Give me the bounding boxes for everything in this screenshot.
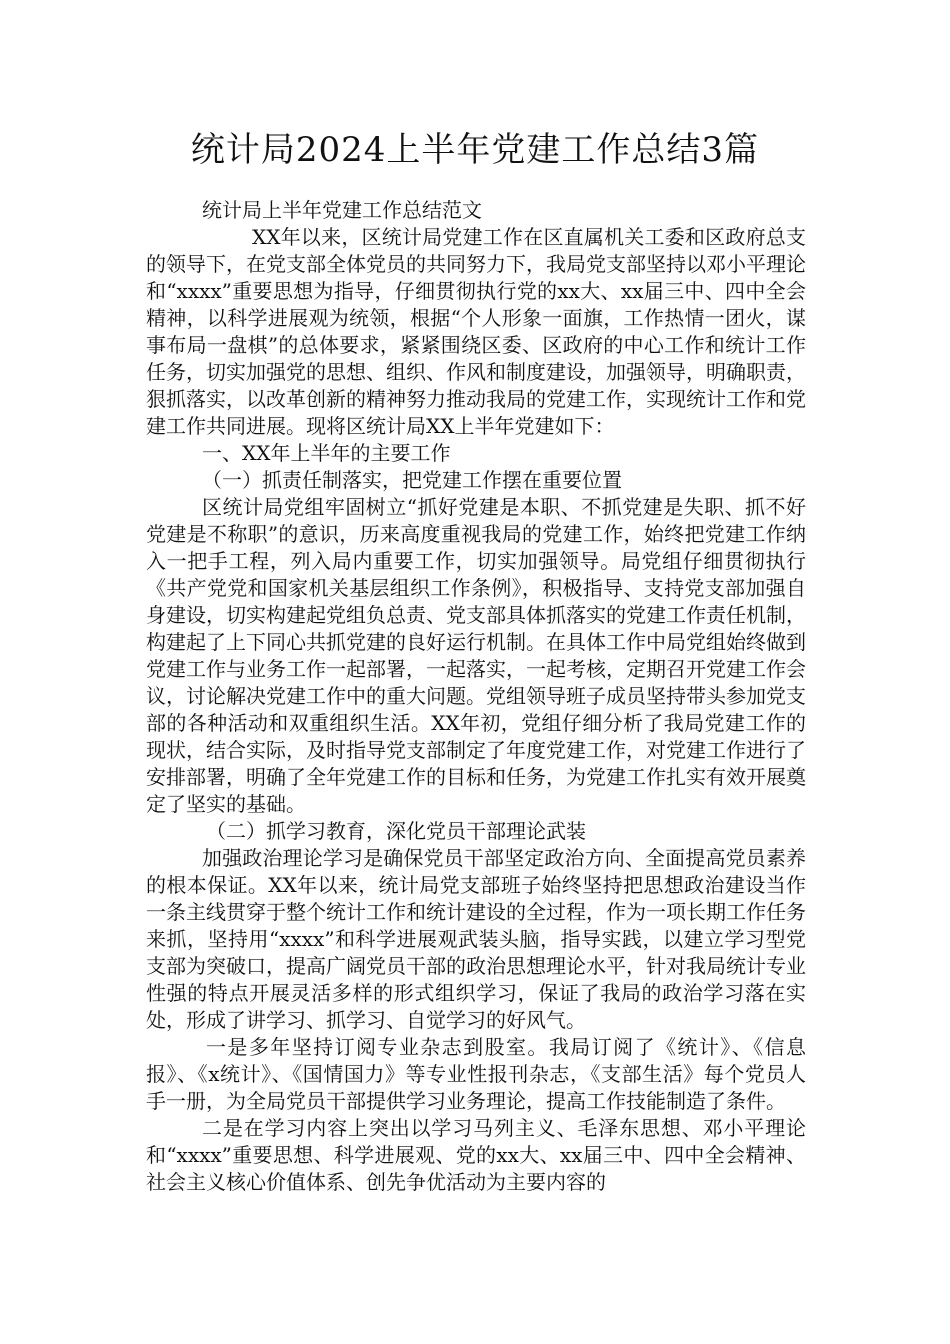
paragraph-responsibility: 区统计局党组牢固树立“抓好党建是本职、不抓党建是失职、抓不好党建是不称职”的意识，历来高度重视我局的党建工作，始终把党建工作纳入一把手工程，列入局内重要工作，切实加强领导。局党组仔细贯彻执行《共产党党和国家机关基层组织工作条例》，积极指导、支持党支部加强自身建设，切实构建起党组负总责、党支部具体抓落实的党建工作责任机制，构建起了上下同心共抓党建的良好运行机制。在具体工作中局党组始终做到党建工作与业务工作一起部署，一起落实，一起考核，定期召开党建工作会议，讨论解决党建工作中的重大问题。党组领导班子成员坚持带头参加党支部的各种活动和双重组织生活。XX年初，党组仔细分析了我局党建工作的现状，结合实际，及时指导党支部制定了年度党建工作，对党建工作进行了安排部署，明确了全年党建工作的目标和任务，为党建工作扎实有效开展奠定了坚实的基础。: [146, 495, 806, 816]
subsection-heading-2: （二）抓学习教育，深化党员干部理论武装: [206, 819, 586, 843]
paragraph-intro: XX年以来，区统计局党建工作在区直属机关工委和区政府总支的领导下，在党支部全体党员的共同努力下，我局党支部坚持以邓小平理论和“xxxx”重要思想为指导，仔细贯彻执行党的xx大、xx届三中、四中全会精神，以科学进展观为统领，根据“个人形象一面旗，工作热情一团火，谋事布局一盘棋”的总体要求，紧紧围绕区委、区政府的中心工作和统计工作任务，切实加强党的思想、组织、作风和制度建设，加强领导，明确职责，狠抓落实，以改革创新的精神努力推动我局的党建工作，实现统计工作和党建工作共同进展。现将区统计局XX上半年党建如下：: [146, 225, 806, 438]
document-body: [146, 197, 806, 1196]
paragraph-point-2: 二是在学习内容上突出以学习马列主义、毛泽东思想、邓小平理论和“xxxx”重要思想、科学进展观、党的xx大、xx届三中、四中全会精神、社会主义核心价值体系、创先争优活动为主要内容的: [146, 1116, 806, 1194]
paragraph-point-1: 一是多年坚持订阅专业杂志到股室。我局订阅了《统计》、《信息报》、《x统计》、《国情国力》等专业性报刊杂志，《支部生活》每个党员人手一册，为全局党员干部提供学习业务理论，提高工作技能制造了条件。: [146, 1035, 806, 1113]
document-subtitle: 统计局上半年党建工作总结范文: [202, 198, 482, 222]
paragraph-study: 加强政治理论学习是确保党员干部坚定政治方向、全面提高党员素养的根本保证。XX年以来，统计局党支部班子始终坚持把思想政治建设当作一条主线贯穿于整个统计工作和统计建设的全过程，作为一项长期工作任务来抓，坚持用“xxxx”和科学进展观武装头脑，指导实践，以建立学习型党支部为突破口，提高广阔党员干部的政治思想理论水平，针对我局统计专业性强的特点开展灵活多样的形式组织学习，保证了我局的政治学习落在实处，形成了讲学习、抓学习、自觉学习的好风气。: [146, 846, 806, 1032]
section-heading-1: 一、XX年上半年的主要工作: [202, 441, 451, 465]
subsection-heading-1: （一）抓责任制落实，把党建工作摆在重要位置: [202, 468, 622, 492]
document-title: 统计局2024上半年党建工作总结3篇: [190, 130, 760, 170]
